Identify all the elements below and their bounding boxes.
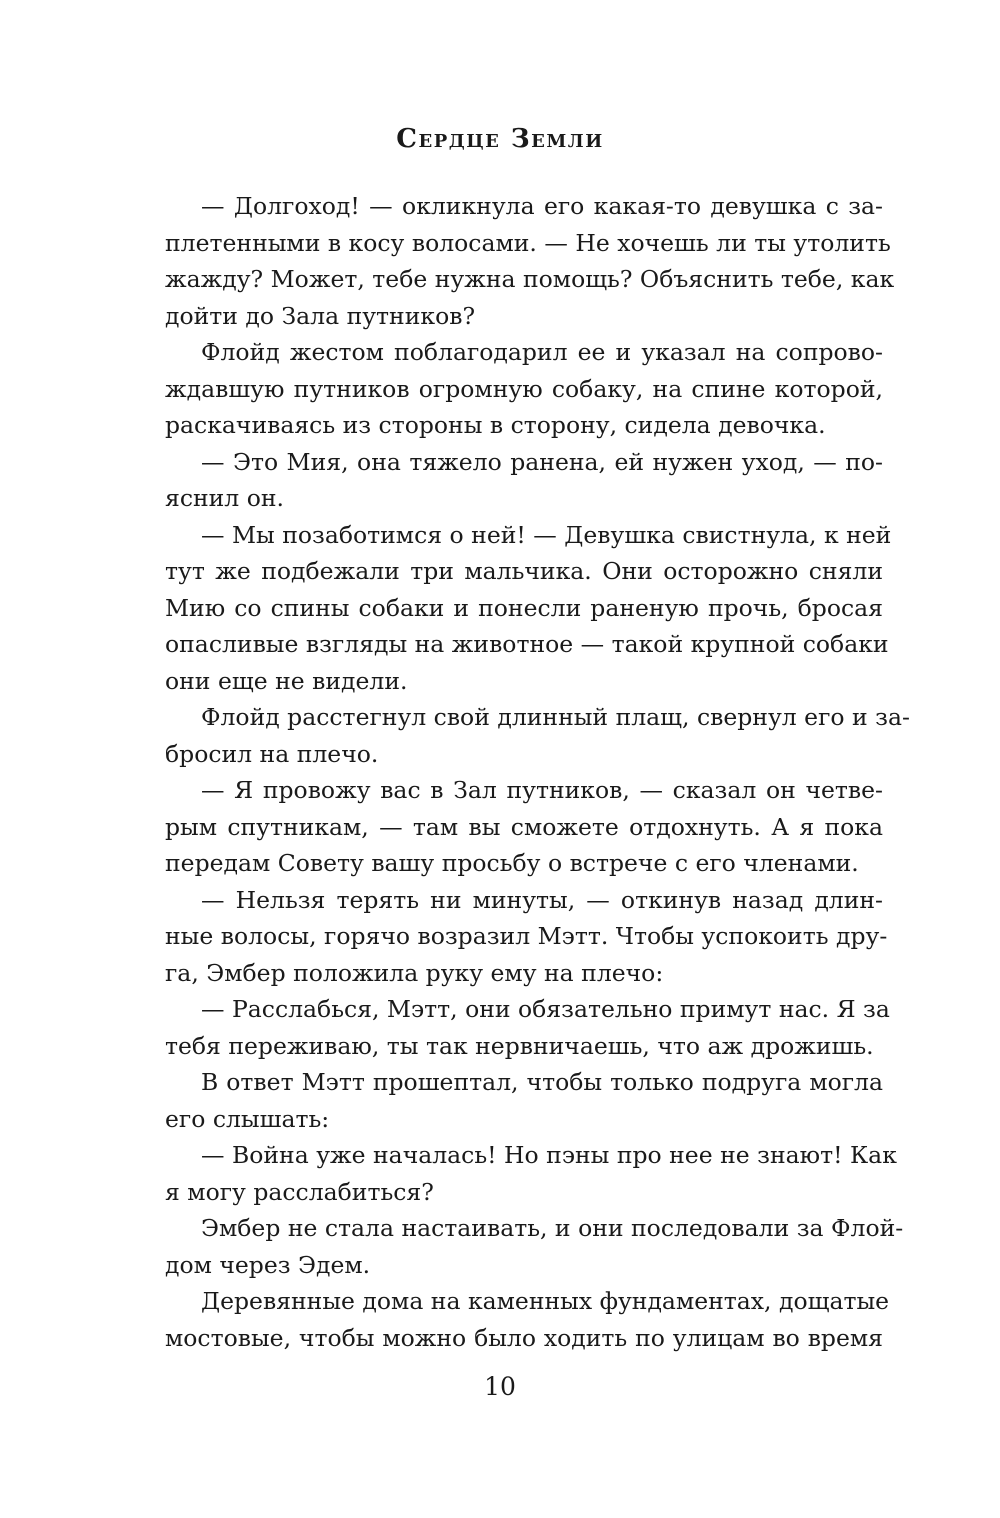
text-line: — Нельзя терять ни минуты, — откинув назад длин- — [201, 885, 883, 914]
text-line: Флойд расстегнул свой длинный плащ, свернул его и за- — [201, 703, 910, 731]
text-line: тебя переживаю, ты так нервничаешь, что аж дрожишь. — [165, 1031, 874, 1060]
text-line: Флойд жестом поблагодарил ее и указал на сопрово- — [201, 338, 883, 366]
paragraph — [165, 1137, 897, 1210]
text-line: дом через Эдем. — [165, 1250, 371, 1279]
paragraph — [165, 1064, 883, 1137]
text-line: — Это Мия, она тяжело ранена, ей нужен уход, — по- — [201, 447, 883, 476]
text-line: — Долгоход! — окликнула его какая-то девушка с за- — [201, 192, 883, 220]
text-line: раскачиваясь из стороны в сторону, сидела девочка. — [165, 411, 826, 439]
text-line: — Расслабься, Мэтт, они обязательно примут нас. Я за — [201, 995, 890, 1023]
text-line: бросил на плечо. — [165, 739, 379, 768]
text-line: опасливые взгляды на животное — такой крупной собаки — [165, 630, 889, 658]
paragraph — [165, 1283, 890, 1356]
body-text — [165, 188, 910, 1356]
text-line: ные волосы, горячо возразил Мэтт. Чтобы успокоить дру- — [165, 922, 888, 950]
text-line: жажду? Может, тебе нужна помощь? Объяснить тебе, как — [165, 265, 895, 293]
paragraph — [165, 991, 890, 1064]
text-line: я могу расслабиться? — [165, 1177, 434, 1206]
paragraph — [165, 334, 883, 444]
paragraph — [165, 1210, 904, 1283]
text-line: — Мы позаботимся о ней! — Девушка свистнула, к ней — [201, 520, 892, 549]
text-line: — Я провожу вас в Зал путников, — сказал он четве- — [201, 776, 883, 804]
text-line: — Война уже началась! Но пэны про нее не знают! Как — [201, 1141, 897, 1169]
paragraph — [165, 699, 910, 772]
text-line: Деревянные дома на каменных фундаментах, дощатые — [201, 1287, 890, 1315]
text-line: дойти до Зала путников? — [165, 301, 476, 330]
text-line: они еще не видели. — [165, 666, 408, 695]
paragraph — [165, 772, 883, 882]
paragraph — [165, 444, 883, 517]
text-line: яснил он. — [165, 484, 284, 512]
text-line: плетенными в косу волосами. — Не хочешь ли ты утолить — [165, 228, 891, 257]
text-line: мостовые, чтобы можно было ходить по улицам во время — [165, 1323, 883, 1352]
text-line: Эмбер не стала настаивать, и они последовали за Флой- — [201, 1214, 904, 1242]
text-line: передам Совету вашу просьбу о встрече с его членами. — [165, 849, 859, 877]
text-line: рым спутникам, — там вы сможете отдохнуть. А я пока — [165, 812, 883, 841]
page-number: 10 — [484, 1372, 516, 1401]
text-line: тут же подбежали три мальчика. Они осторожно сняли — [165, 557, 883, 585]
text-line: его слышать: — [165, 1104, 330, 1133]
text-line: В ответ Мэтт прошептал, чтобы только подруга могла — [201, 1068, 883, 1096]
paragraph — [165, 517, 892, 700]
text-line: га, Эмбер положила руку ему на плечо: — [165, 958, 664, 987]
text-line: Мию со спины собаки и понесли раненую прочь, бросая — [165, 593, 883, 622]
text-line: ждавшую путников огромную собаку, на спине которой, — [165, 374, 883, 403]
running-head-title: Сердце Земли — [396, 124, 604, 154]
paragraph — [165, 188, 895, 334]
paragraph — [165, 882, 888, 992]
